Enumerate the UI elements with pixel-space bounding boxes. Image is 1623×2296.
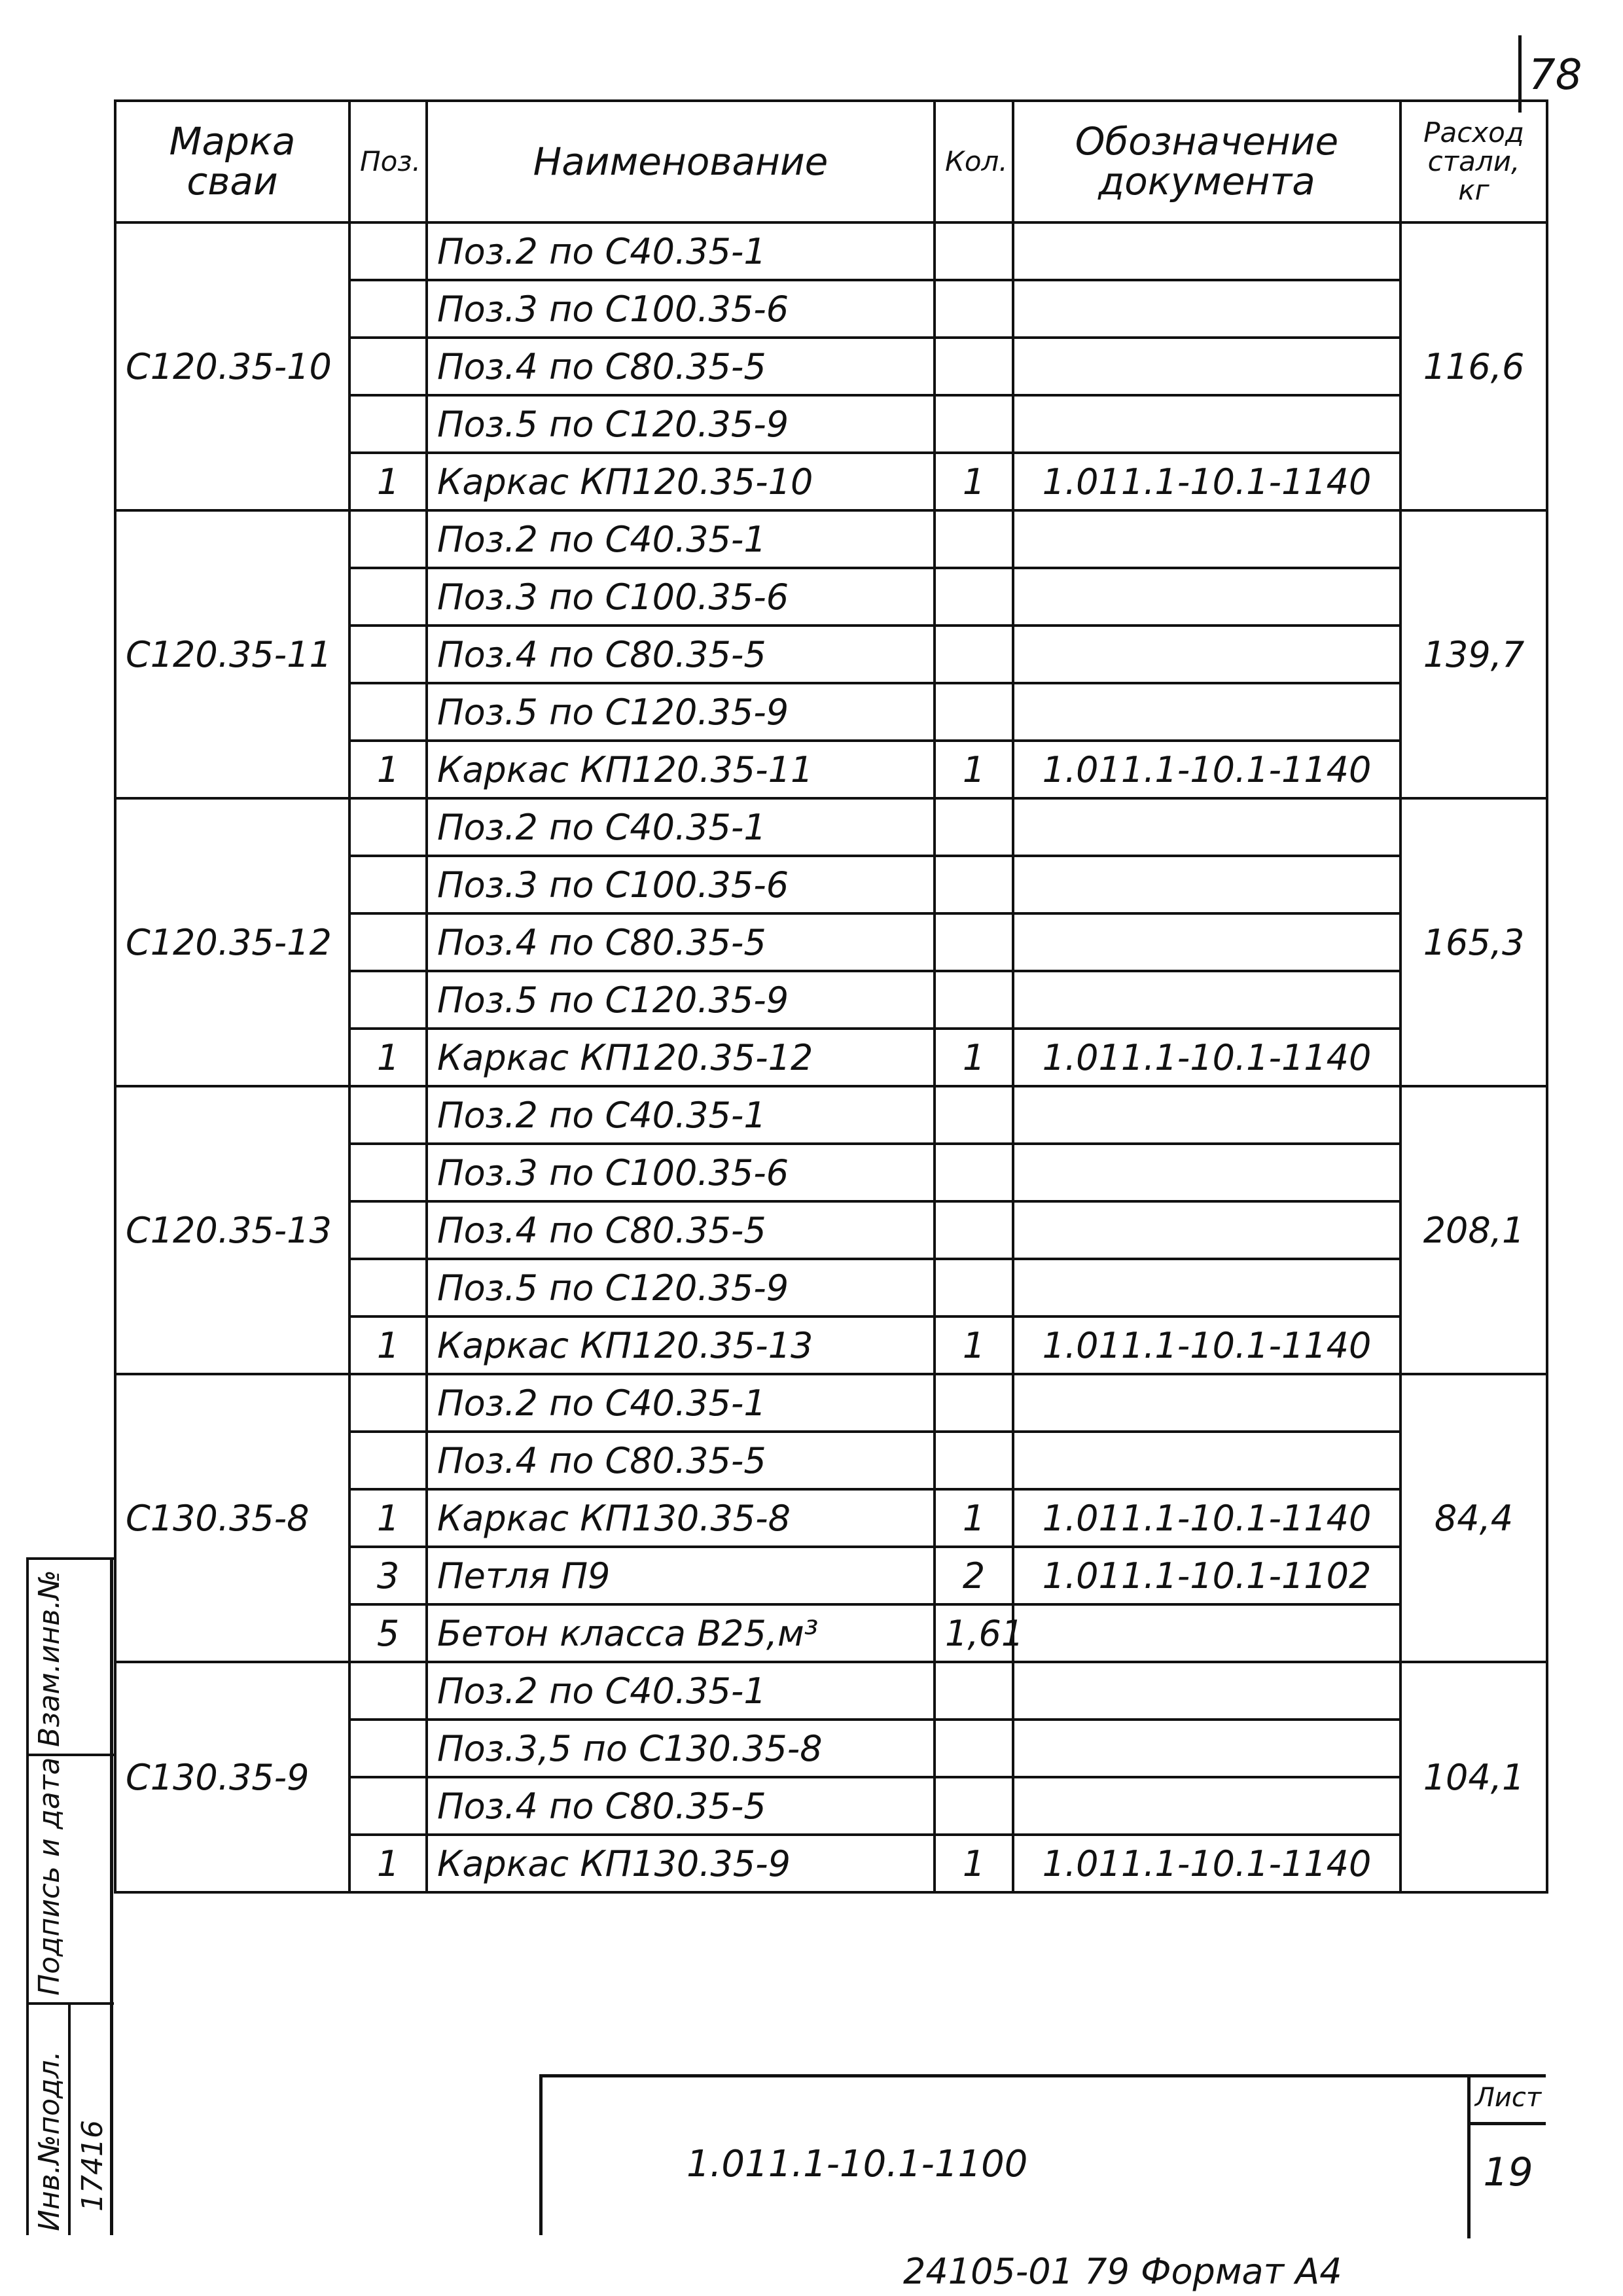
name-cell: Каркас КП120.35-13 — [427, 1316, 935, 1374]
quantity-cell — [935, 222, 1013, 280]
table-row — [115, 222, 1547, 280]
document-cell — [1013, 1259, 1400, 1316]
document-cell — [1013, 626, 1400, 683]
page-number: 78 — [1529, 51, 1582, 99]
side-stamp — [26, 1557, 114, 2235]
document-cell — [1013, 1777, 1400, 1835]
position-cell: 1 — [349, 741, 427, 798]
position-cell — [349, 1374, 427, 1432]
pile-mark: С120.35-13 — [115, 1086, 349, 1374]
document-cell — [1013, 856, 1400, 913]
name-cell: Поз.2 по С40.35-1 — [427, 222, 935, 280]
quantity-cell: 2 — [935, 1547, 1013, 1604]
document-cell — [1013, 222, 1400, 280]
quantity-cell — [935, 1201, 1013, 1259]
position-cell: 1 — [349, 1029, 427, 1086]
document-cell — [1013, 568, 1400, 626]
position-cell — [349, 913, 427, 971]
document-cell — [1013, 1086, 1400, 1144]
document-cell — [1013, 1374, 1400, 1432]
document-cell: 1.011.1-10.1-1140 — [1013, 1316, 1400, 1374]
document-cell: 1.011.1-10.1-1102 — [1013, 1547, 1400, 1604]
header-name: Наименование — [427, 101, 935, 222]
position-cell — [349, 1432, 427, 1489]
specification-table — [114, 99, 1548, 1894]
document-cell — [1013, 798, 1400, 856]
steel-mass: 104,1 — [1400, 1662, 1547, 1892]
name-cell: Каркас КП130.35-9 — [427, 1835, 935, 1892]
document-cell — [1013, 280, 1400, 338]
document-cell — [1013, 338, 1400, 395]
inv-number: 17416 — [76, 2120, 109, 2212]
position-cell — [349, 510, 427, 568]
position-cell — [349, 222, 427, 280]
steel-mass: 208,1 — [1400, 1086, 1547, 1374]
sheet-number: 19 — [1483, 2149, 1533, 2195]
position-cell — [349, 395, 427, 453]
document-cell: 1.011.1-10.1-1140 — [1013, 1029, 1400, 1086]
table-row — [115, 1086, 1547, 1144]
position-cell — [349, 1086, 427, 1144]
document-cell — [1013, 510, 1400, 568]
table-row — [115, 798, 1547, 856]
name-cell: Поз.3 по С100.35-6 — [427, 280, 935, 338]
position-cell: 1 — [349, 453, 427, 510]
position-cell — [349, 1662, 427, 1720]
name-cell: Поз.4 по С80.35-5 — [427, 1432, 935, 1489]
sheet-cell — [1467, 2077, 1546, 2238]
document-code: 1.011.1-10.1-1100 — [687, 2143, 1028, 2185]
header-mark: Марка сваи — [115, 101, 349, 222]
inv-orig-label: Инв.№подл. — [33, 2051, 66, 2231]
footer-format: 24105-01 79 Формат А4 — [903, 2251, 1342, 2292]
document-cell — [1013, 395, 1400, 453]
name-cell: Поз.4 по С80.35-5 — [427, 1777, 935, 1835]
position-cell — [349, 1777, 427, 1835]
document-cell — [1013, 1144, 1400, 1201]
pile-mark: С120.35-12 — [115, 798, 349, 1086]
quantity-cell: 1 — [935, 1489, 1013, 1547]
position-cell — [349, 683, 427, 741]
document-cell — [1013, 913, 1400, 971]
document-cell — [1013, 1604, 1400, 1662]
name-cell: Каркас КП120.35-10 — [427, 453, 935, 510]
document-cell: 1.011.1-10.1-1140 — [1013, 741, 1400, 798]
quantity-cell — [935, 395, 1013, 453]
name-cell: Поз.2 по С40.35-1 — [427, 1374, 935, 1432]
pile-mark: С120.35-10 — [115, 222, 349, 510]
header-qty: Кол. — [935, 101, 1013, 222]
quantity-cell: 1 — [935, 1835, 1013, 1892]
header-row — [115, 101, 1547, 222]
steel-mass: 165,3 — [1400, 798, 1547, 1086]
name-cell: Поз.2 по С40.35-1 — [427, 1662, 935, 1720]
document-cell — [1013, 1201, 1400, 1259]
position-cell — [349, 338, 427, 395]
quantity-cell — [935, 1374, 1013, 1432]
name-cell: Поз.2 по С40.35-1 — [427, 1086, 935, 1144]
title-block — [114, 2039, 1546, 2235]
quantity-cell — [935, 913, 1013, 971]
quantity-cell — [935, 568, 1013, 626]
quantity-cell — [935, 1662, 1013, 1720]
quantity-cell — [935, 338, 1013, 395]
table-row — [115, 1374, 1547, 1432]
side-divider-1 — [26, 1557, 114, 1560]
name-cell: Каркас КП120.35-12 — [427, 1029, 935, 1086]
quantity-cell — [935, 510, 1013, 568]
position-cell: 5 — [349, 1604, 427, 1662]
quantity-cell — [935, 280, 1013, 338]
pile-mark: С130.35-9 — [115, 1662, 349, 1892]
replace-inv-label: Взам.инв.№ — [33, 1570, 66, 1747]
name-cell: Поз.4 по С80.35-5 — [427, 626, 935, 683]
side-divider-col — [68, 2002, 71, 2235]
quantity-cell — [935, 798, 1013, 856]
name-cell: Поз.3,5 по С130.35-8 — [427, 1720, 935, 1777]
quantity-cell — [935, 683, 1013, 741]
header-doc: Обозначение документа — [1013, 101, 1400, 222]
position-cell — [349, 971, 427, 1029]
position-cell — [349, 1259, 427, 1316]
quantity-cell — [935, 1259, 1013, 1316]
name-cell: Поз.3 по С100.35-6 — [427, 1144, 935, 1201]
position-cell: 1 — [349, 1316, 427, 1374]
name-cell: Каркас КП130.35-8 — [427, 1489, 935, 1547]
quantity-cell: 1 — [935, 1029, 1013, 1086]
quantity-cell — [935, 626, 1013, 683]
steel-mass: 84,4 — [1400, 1374, 1547, 1662]
quantity-cell — [935, 1720, 1013, 1777]
document-cell: 1.011.1-10.1-1140 — [1013, 453, 1400, 510]
document-cell — [1013, 1720, 1400, 1777]
name-cell: Поз.2 по С40.35-1 — [427, 798, 935, 856]
header-mass: Расход стали, кг — [1400, 101, 1547, 222]
quantity-cell — [935, 971, 1013, 1029]
quantity-cell — [935, 1086, 1013, 1144]
steel-mass: 139,7 — [1400, 510, 1547, 798]
quantity-cell — [935, 856, 1013, 913]
header-pos: Поз. — [349, 101, 427, 222]
position-cell — [349, 798, 427, 856]
position-cell — [349, 856, 427, 913]
position-cell — [349, 1144, 427, 1201]
document-cell: 1.011.1-10.1-1140 — [1013, 1835, 1400, 1892]
name-cell: Петля П9 — [427, 1547, 935, 1604]
specification-body — [115, 222, 1547, 1892]
quantity-cell — [935, 1432, 1013, 1489]
name-cell: Поз.5 по С120.35-9 — [427, 395, 935, 453]
quantity-cell — [935, 1777, 1013, 1835]
position-cell — [349, 1201, 427, 1259]
name-cell: Поз.5 по С120.35-9 — [427, 971, 935, 1029]
name-cell: Поз.5 по С120.35-9 — [427, 683, 935, 741]
sheet-label: Лист — [1471, 2083, 1546, 2125]
document-cell — [1013, 683, 1400, 741]
name-cell: Поз.4 по С80.35-5 — [427, 913, 935, 971]
position-cell — [349, 1720, 427, 1777]
position-cell: 1 — [349, 1835, 427, 1892]
document-cell: 1.011.1-10.1-1140 — [1013, 1489, 1400, 1547]
name-cell: Поз.2 по С40.35-1 — [427, 510, 935, 568]
stamp-box — [539, 2074, 1546, 2235]
quantity-cell: 1 — [935, 453, 1013, 510]
side-border-right — [110, 1557, 113, 2235]
name-cell: Поз.3 по С100.35-6 — [427, 856, 935, 913]
position-cell — [349, 626, 427, 683]
position-cell — [349, 568, 427, 626]
side-border-left — [26, 1557, 29, 2235]
side-divider-2 — [26, 1754, 114, 1756]
name-cell: Поз.3 по С100.35-6 — [427, 568, 935, 626]
signature-date-label: Подпись и дата — [33, 1757, 66, 1996]
position-cell: 1 — [349, 1489, 427, 1547]
name-cell: Каркас КП120.35-11 — [427, 741, 935, 798]
document-cell — [1013, 1662, 1400, 1720]
name-cell: Поз.4 по С80.35-5 — [427, 338, 935, 395]
document-cell — [1013, 971, 1400, 1029]
table-row — [115, 510, 1547, 568]
name-cell: Бетон класса В25,м³ — [427, 1604, 935, 1662]
document-cell — [1013, 1432, 1400, 1489]
quantity-cell: 1,61 — [935, 1604, 1013, 1662]
quantity-cell — [935, 1144, 1013, 1201]
name-cell: Поз.4 по С80.35-5 — [427, 1201, 935, 1259]
position-cell — [349, 280, 427, 338]
steel-mass: 116,6 — [1400, 222, 1547, 510]
quantity-cell: 1 — [935, 1316, 1013, 1374]
position-cell: 3 — [349, 1547, 427, 1604]
table-row — [115, 1662, 1547, 1720]
pile-mark: С130.35-8 — [115, 1374, 349, 1662]
pile-mark: С120.35-11 — [115, 510, 349, 798]
name-cell: Поз.5 по С120.35-9 — [427, 1259, 935, 1316]
quantity-cell: 1 — [935, 741, 1013, 798]
